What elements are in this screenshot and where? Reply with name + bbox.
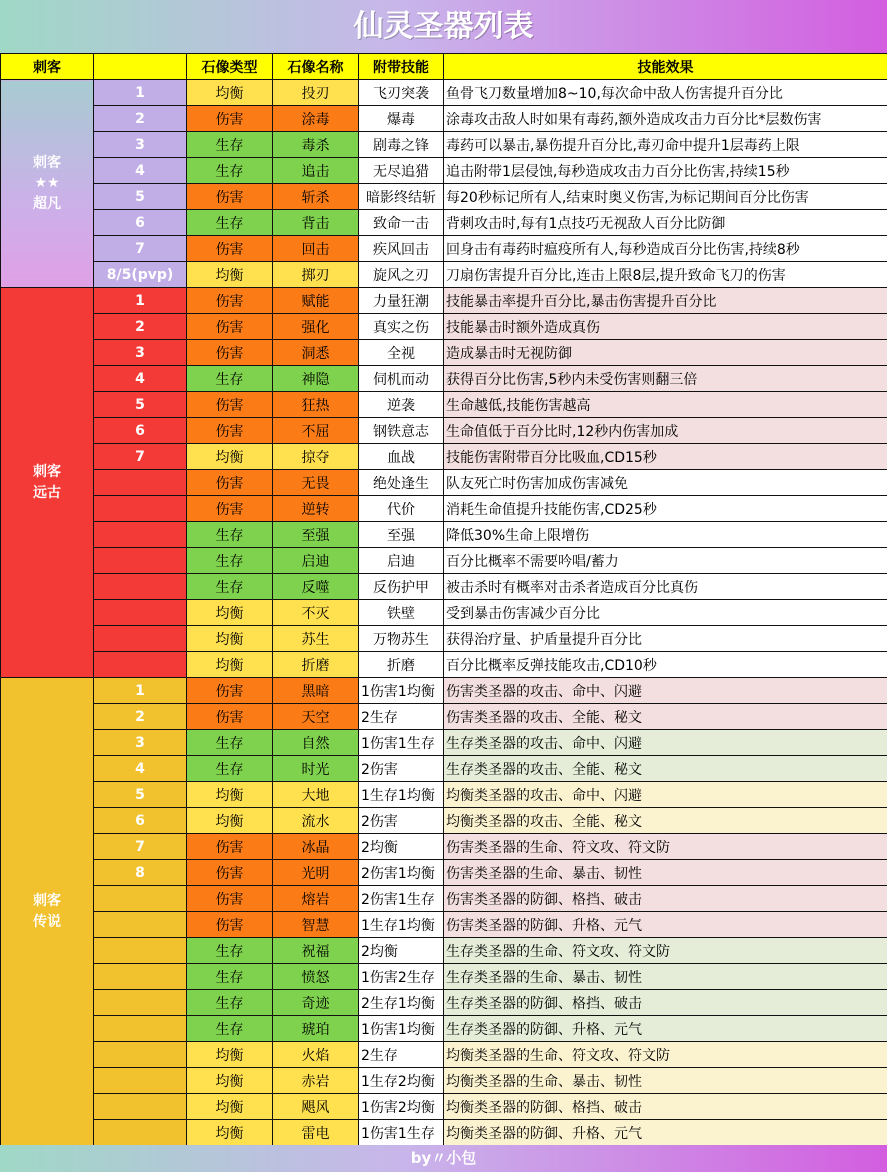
row-index xyxy=(94,548,187,574)
attached-skill: 折磨 xyxy=(359,652,444,678)
skill-effect: 刀扇伤害提升百分比,连击上限8层,提升致命飞刀的伤害 xyxy=(444,262,887,288)
table-row xyxy=(1,886,887,912)
statue-type: 生存 xyxy=(187,938,273,964)
statue-name: 雷电 xyxy=(273,1120,359,1146)
table-row xyxy=(1,418,887,444)
row-index: 8/5(pvp) xyxy=(94,262,187,288)
skill-effect: 百分比概率不需要吟唱/蓄力 xyxy=(444,548,887,574)
statue-type: 均衡 xyxy=(187,1120,273,1146)
statue-name: 苏生 xyxy=(273,626,359,652)
attached-skill: 旋风之刃 xyxy=(359,262,444,288)
attached-skill: 反伤护甲 xyxy=(359,574,444,600)
row-index xyxy=(94,1120,187,1146)
table-row xyxy=(1,496,887,522)
row-index xyxy=(94,1016,187,1042)
statue-name: 反噬 xyxy=(273,574,359,600)
attached-skill: 绝处逢生 xyxy=(359,470,444,496)
statue-type: 均衡 xyxy=(187,1068,273,1094)
statue-name: 强化 xyxy=(273,314,359,340)
table-row xyxy=(1,834,887,860)
table-row xyxy=(1,288,887,314)
attached-skill: 致命一击 xyxy=(359,210,444,236)
skill-effect: 队友死亡时伤害加成伤害减免 xyxy=(444,470,887,496)
skill-effect: 生命值低于百分比时,12秒内伤害加成 xyxy=(444,418,887,444)
statue-type: 生存 xyxy=(187,522,273,548)
statue-type: 均衡 xyxy=(187,808,273,834)
skill-effect: 伤害类圣器的攻击、全能、秘文 xyxy=(444,704,887,730)
table-row xyxy=(1,392,887,418)
skill-effect: 均衡类圣器的防御、格挡、破击 xyxy=(444,1094,887,1120)
statue-type: 均衡 xyxy=(187,80,273,106)
attached-skill: 爆毒 xyxy=(359,106,444,132)
statue-name: 洞悉 xyxy=(273,340,359,366)
table-row xyxy=(1,808,887,834)
statue-name: 掠夺 xyxy=(273,444,359,470)
skill-effect: 背刺攻击时,每有1点技巧无视敌人百分比防御 xyxy=(444,210,887,236)
skill-effect: 被击杀时有概率对击杀者造成百分比真伤 xyxy=(444,574,887,600)
table-row xyxy=(1,1068,887,1094)
row-index xyxy=(94,522,187,548)
table-row xyxy=(1,626,887,652)
statue-type: 伤害 xyxy=(187,340,273,366)
section-label: 刺客 传说 xyxy=(1,678,94,1146)
attached-skill: 2伤害1生存 xyxy=(359,886,444,912)
statue-type: 伤害 xyxy=(187,106,273,132)
statue-name: 掷刃 xyxy=(273,262,359,288)
attached-skill: 2伤害 xyxy=(359,808,444,834)
statue-type: 均衡 xyxy=(187,262,273,288)
table-row xyxy=(1,158,887,184)
table-row xyxy=(1,1094,887,1120)
attached-skill: 1伤害1均衡 xyxy=(359,1016,444,1042)
attached-skill: 2伤害 xyxy=(359,756,444,782)
skill-effect: 伤害类圣器的防御、格挡、破击 xyxy=(444,886,887,912)
attached-skill: 伺机而动 xyxy=(359,366,444,392)
statue-type: 伤害 xyxy=(187,496,273,522)
attached-skill: 万物苏生 xyxy=(359,626,444,652)
skill-effect: 技能伤害附带百分比吸血,CD15秒 xyxy=(444,444,887,470)
statue-name: 狂热 xyxy=(273,392,359,418)
attached-skill: 疾风回击 xyxy=(359,236,444,262)
skill-effect: 伤害类圣器的生命、暴击、韧性 xyxy=(444,860,887,886)
table-row xyxy=(1,964,887,990)
attached-skill: 1生存2均衡 xyxy=(359,1068,444,1094)
statue-name: 天空 xyxy=(273,704,359,730)
statue-name: 启迪 xyxy=(273,548,359,574)
table-row xyxy=(1,470,887,496)
skill-effect: 消耗生命值提升技能伤害,CD25秒 xyxy=(444,496,887,522)
skill-effect: 降低30%生命上限增伤 xyxy=(444,522,887,548)
statue-type: 均衡 xyxy=(187,600,273,626)
attached-skill: 铁壁 xyxy=(359,600,444,626)
attached-skill: 1生存1均衡 xyxy=(359,912,444,938)
statue-name: 大地 xyxy=(273,782,359,808)
statue-name: 投刃 xyxy=(273,80,359,106)
skill-effect: 技能暴击时额外造成真伤 xyxy=(444,314,887,340)
attached-skill: 逆袭 xyxy=(359,392,444,418)
table-row xyxy=(1,990,887,1016)
table-row xyxy=(1,106,887,132)
statue-name: 至强 xyxy=(273,522,359,548)
statue-name: 不屈 xyxy=(273,418,359,444)
statue-name: 无畏 xyxy=(273,470,359,496)
statue-type: 伤害 xyxy=(187,886,273,912)
row-index xyxy=(94,912,187,938)
statue-name: 不灭 xyxy=(273,600,359,626)
row-index: 4 xyxy=(94,158,187,184)
attached-skill: 2生存 xyxy=(359,704,444,730)
statue-type: 伤害 xyxy=(187,314,273,340)
row-index: 2 xyxy=(94,106,187,132)
statue-name: 背击 xyxy=(273,210,359,236)
attached-skill: 全视 xyxy=(359,340,444,366)
statue-name: 自然 xyxy=(273,730,359,756)
row-index: 7 xyxy=(94,444,187,470)
statue-type: 均衡 xyxy=(187,652,273,678)
attached-skill: 1伤害1生存 xyxy=(359,1120,444,1146)
attached-skill: 2伤害1均衡 xyxy=(359,860,444,886)
row-index xyxy=(94,964,187,990)
skill-effect: 生存类圣器的攻击、命中、闪避 xyxy=(444,730,887,756)
row-index: 5 xyxy=(94,782,187,808)
table-row xyxy=(1,574,887,600)
attached-skill: 真实之伤 xyxy=(359,314,444,340)
table-row xyxy=(1,782,887,808)
statue-name: 光明 xyxy=(273,860,359,886)
row-index: 2 xyxy=(94,704,187,730)
attached-skill: 1生存1均衡 xyxy=(359,782,444,808)
row-index: 2 xyxy=(94,314,187,340)
statue-name: 折磨 xyxy=(273,652,359,678)
statue-type: 生存 xyxy=(187,548,273,574)
statue-type: 伤害 xyxy=(187,834,273,860)
row-index: 3 xyxy=(94,132,187,158)
statue-type: 生存 xyxy=(187,730,273,756)
statue-name: 智慧 xyxy=(273,912,359,938)
skill-effect: 伤害类圣器的生命、符文攻、符文防 xyxy=(444,834,887,860)
statue-name: 愤怒 xyxy=(273,964,359,990)
attached-skill: 2均衡 xyxy=(359,938,444,964)
statue-name: 祝福 xyxy=(273,938,359,964)
table-row xyxy=(1,600,887,626)
table-row xyxy=(1,678,887,704)
statue-type: 伤害 xyxy=(187,470,273,496)
statue-name: 时光 xyxy=(273,756,359,782)
attached-skill: 无尽追猎 xyxy=(359,158,444,184)
skill-effect: 百分比概率反弹技能攻击,CD10秒 xyxy=(444,652,887,678)
row-index: 6 xyxy=(94,808,187,834)
statue-name: 斩杀 xyxy=(273,184,359,210)
header-class: 刺客 xyxy=(1,54,94,80)
header-effect: 技能效果 xyxy=(444,54,887,80)
table-row xyxy=(1,314,887,340)
row-index xyxy=(94,1094,187,1120)
skill-effect: 追击附带1层侵蚀,每秒造成攻击力百分比伤害,持续15秒 xyxy=(444,158,887,184)
attached-skill: 血战 xyxy=(359,444,444,470)
skill-effect: 涂毒攻击敌人时如果有毒药,额外造成攻击力百分比*层数伤害 xyxy=(444,106,887,132)
statue-type: 伤害 xyxy=(187,704,273,730)
table-row xyxy=(1,262,887,288)
statue-name: 黑暗 xyxy=(273,678,359,704)
section-label: 刺客 远古 xyxy=(1,288,94,678)
skill-effect: 每20秒标记所有人,结束时奥义伤害,为标记期间百分比伤害 xyxy=(444,184,887,210)
attached-skill: 代价 xyxy=(359,496,444,522)
row-index xyxy=(94,1042,187,1068)
header-statue-name: 石像名称 xyxy=(273,54,359,80)
table-row xyxy=(1,340,887,366)
skill-effect: 受到暴击伤害减少百分比 xyxy=(444,600,887,626)
table-row xyxy=(1,366,887,392)
attached-skill: 1伤害1生存 xyxy=(359,730,444,756)
header-row xyxy=(1,54,887,80)
row-index: 7 xyxy=(94,236,187,262)
statue-type: 均衡 xyxy=(187,1042,273,1068)
statue-name: 琥珀 xyxy=(273,1016,359,1042)
table-row xyxy=(1,912,887,938)
skill-effect: 回身击有毒药时瘟疫所有人,每秒造成百分比伤害,持续8秒 xyxy=(444,236,887,262)
table-row xyxy=(1,704,887,730)
skill-effect: 鱼骨飞刀数量增加8~10,每次命中敌人伤害提升百分比 xyxy=(444,80,887,106)
row-index xyxy=(94,470,187,496)
table-row xyxy=(1,548,887,574)
table-row xyxy=(1,1042,887,1068)
row-index xyxy=(94,574,187,600)
attached-skill: 飞刃突袭 xyxy=(359,80,444,106)
statue-type: 生存 xyxy=(187,756,273,782)
statue-type: 均衡 xyxy=(187,1094,273,1120)
header-index xyxy=(94,54,187,80)
skill-effect: 均衡类圣器的攻击、命中、闪避 xyxy=(444,782,887,808)
statue-name: 飓风 xyxy=(273,1094,359,1120)
table-row xyxy=(1,132,887,158)
attached-skill: 力量狂潮 xyxy=(359,288,444,314)
statue-name: 赤岩 xyxy=(273,1068,359,1094)
statue-name: 熔岩 xyxy=(273,886,359,912)
attached-skill: 至强 xyxy=(359,522,444,548)
attached-skill: 2生存 xyxy=(359,1042,444,1068)
statue-type: 伤害 xyxy=(187,184,273,210)
statue-name: 赋能 xyxy=(273,288,359,314)
skill-effect: 生存类圣器的生命、暴击、韧性 xyxy=(444,964,887,990)
skill-effect: 生命越低,技能伤害越高 xyxy=(444,392,887,418)
skill-effect: 获得百分比伤害,5秒内未受伤害则翻三倍 xyxy=(444,366,887,392)
page-title: 仙灵圣器列表 xyxy=(0,0,887,53)
row-index xyxy=(94,886,187,912)
statue-name: 冰晶 xyxy=(273,834,359,860)
row-index: 7 xyxy=(94,834,187,860)
row-index: 3 xyxy=(94,340,187,366)
row-index: 4 xyxy=(94,366,187,392)
skill-effect: 伤害类圣器的防御、升格、元气 xyxy=(444,912,887,938)
statue-name: 回击 xyxy=(273,236,359,262)
skill-effect: 均衡类圣器的防御、升格、元气 xyxy=(444,1120,887,1146)
statue-type: 伤害 xyxy=(187,236,273,262)
table-row xyxy=(1,210,887,236)
row-index: 1 xyxy=(94,80,187,106)
row-index: 1 xyxy=(94,288,187,314)
skill-effect: 技能暴击率提升百分比,暴击伤害提升百分比 xyxy=(444,288,887,314)
skill-effect: 毒药可以暴击,暴伤提升百分比,毒刃命中提升1层毒药上限 xyxy=(444,132,887,158)
table-row xyxy=(1,652,887,678)
attached-skill: 剧毒之锋 xyxy=(359,132,444,158)
row-index: 5 xyxy=(94,392,187,418)
table-row xyxy=(1,1016,887,1042)
row-index xyxy=(94,1068,187,1094)
statue-name: 毒杀 xyxy=(273,132,359,158)
statue-type: 伤害 xyxy=(187,288,273,314)
statue-type: 均衡 xyxy=(187,782,273,808)
table-row xyxy=(1,444,887,470)
statue-type: 伤害 xyxy=(187,678,273,704)
table-row xyxy=(1,522,887,548)
statue-name: 涂毒 xyxy=(273,106,359,132)
section-label: 刺客 ★★ 超凡 xyxy=(1,80,94,288)
table-row xyxy=(1,756,887,782)
row-index xyxy=(94,600,187,626)
statue-type: 伤害 xyxy=(187,912,273,938)
table-row xyxy=(1,80,887,106)
skill-effect: 生存类圣器的防御、升格、元气 xyxy=(444,1016,887,1042)
statue-type: 伤害 xyxy=(187,392,273,418)
statue-name: 奇迹 xyxy=(273,990,359,1016)
skill-effect: 生存类圣器的防御、格挡、破击 xyxy=(444,990,887,1016)
table-row xyxy=(1,184,887,210)
skill-effect: 生存类圣器的攻击、全能、秘文 xyxy=(444,756,887,782)
statue-type: 生存 xyxy=(187,210,273,236)
attached-skill: 1伤害1均衡 xyxy=(359,678,444,704)
attached-skill: 2生存1均衡 xyxy=(359,990,444,1016)
row-index xyxy=(94,990,187,1016)
row-index: 3 xyxy=(94,730,187,756)
header-statue-type: 石像类型 xyxy=(187,54,273,80)
attached-skill: 1伤害2均衡 xyxy=(359,1094,444,1120)
skill-effect: 获得治疗量、护盾量提升百分比 xyxy=(444,626,887,652)
statue-type: 生存 xyxy=(187,990,273,1016)
statue-name: 流水 xyxy=(273,808,359,834)
statue-type: 生存 xyxy=(187,574,273,600)
attached-skill: 1伤害2生存 xyxy=(359,964,444,990)
skill-effect: 造成暴击时无视防御 xyxy=(444,340,887,366)
statue-type: 生存 xyxy=(187,1016,273,1042)
skill-effect: 均衡类圣器的攻击、全能、秘文 xyxy=(444,808,887,834)
statue-name: 追击 xyxy=(273,158,359,184)
skill-effect: 生存类圣器的生命、符文攻、符文防 xyxy=(444,938,887,964)
table-row xyxy=(1,860,887,886)
statue-name: 逆转 xyxy=(273,496,359,522)
skill-effect: 均衡类圣器的生命、符文攻、符文防 xyxy=(444,1042,887,1068)
attached-skill: 启迪 xyxy=(359,548,444,574)
row-index: 6 xyxy=(94,210,187,236)
row-index: 6 xyxy=(94,418,187,444)
statue-type: 均衡 xyxy=(187,626,273,652)
statue-type: 伤害 xyxy=(187,860,273,886)
row-index: 1 xyxy=(94,678,187,704)
table-row xyxy=(1,938,887,964)
statue-type: 生存 xyxy=(187,158,273,184)
row-index xyxy=(94,652,187,678)
attached-skill: 2均衡 xyxy=(359,834,444,860)
table-row xyxy=(1,730,887,756)
row-index: 4 xyxy=(94,756,187,782)
row-index xyxy=(94,496,187,522)
statue-type: 生存 xyxy=(187,964,273,990)
skill-effect: 伤害类圣器的攻击、命中、闪避 xyxy=(444,678,887,704)
statue-type: 伤害 xyxy=(187,418,273,444)
statue-name: 火焰 xyxy=(273,1042,359,1068)
footer-credit: by〃小包 xyxy=(0,1145,887,1172)
row-index: 5 xyxy=(94,184,187,210)
table-row xyxy=(1,236,887,262)
row-index: 8 xyxy=(94,860,187,886)
attached-skill: 暗影终结斩 xyxy=(359,184,444,210)
skill-effect: 均衡类圣器的生命、暴击、韧性 xyxy=(444,1068,887,1094)
table-row xyxy=(1,1120,887,1146)
statue-type: 均衡 xyxy=(187,444,273,470)
statue-type: 生存 xyxy=(187,366,273,392)
attached-skill: 钢铁意志 xyxy=(359,418,444,444)
artifact-table xyxy=(0,53,887,1146)
statue-name: 神隐 xyxy=(273,366,359,392)
header-skill: 附带技能 xyxy=(359,54,444,80)
statue-type: 生存 xyxy=(187,132,273,158)
row-index xyxy=(94,938,187,964)
row-index xyxy=(94,626,187,652)
